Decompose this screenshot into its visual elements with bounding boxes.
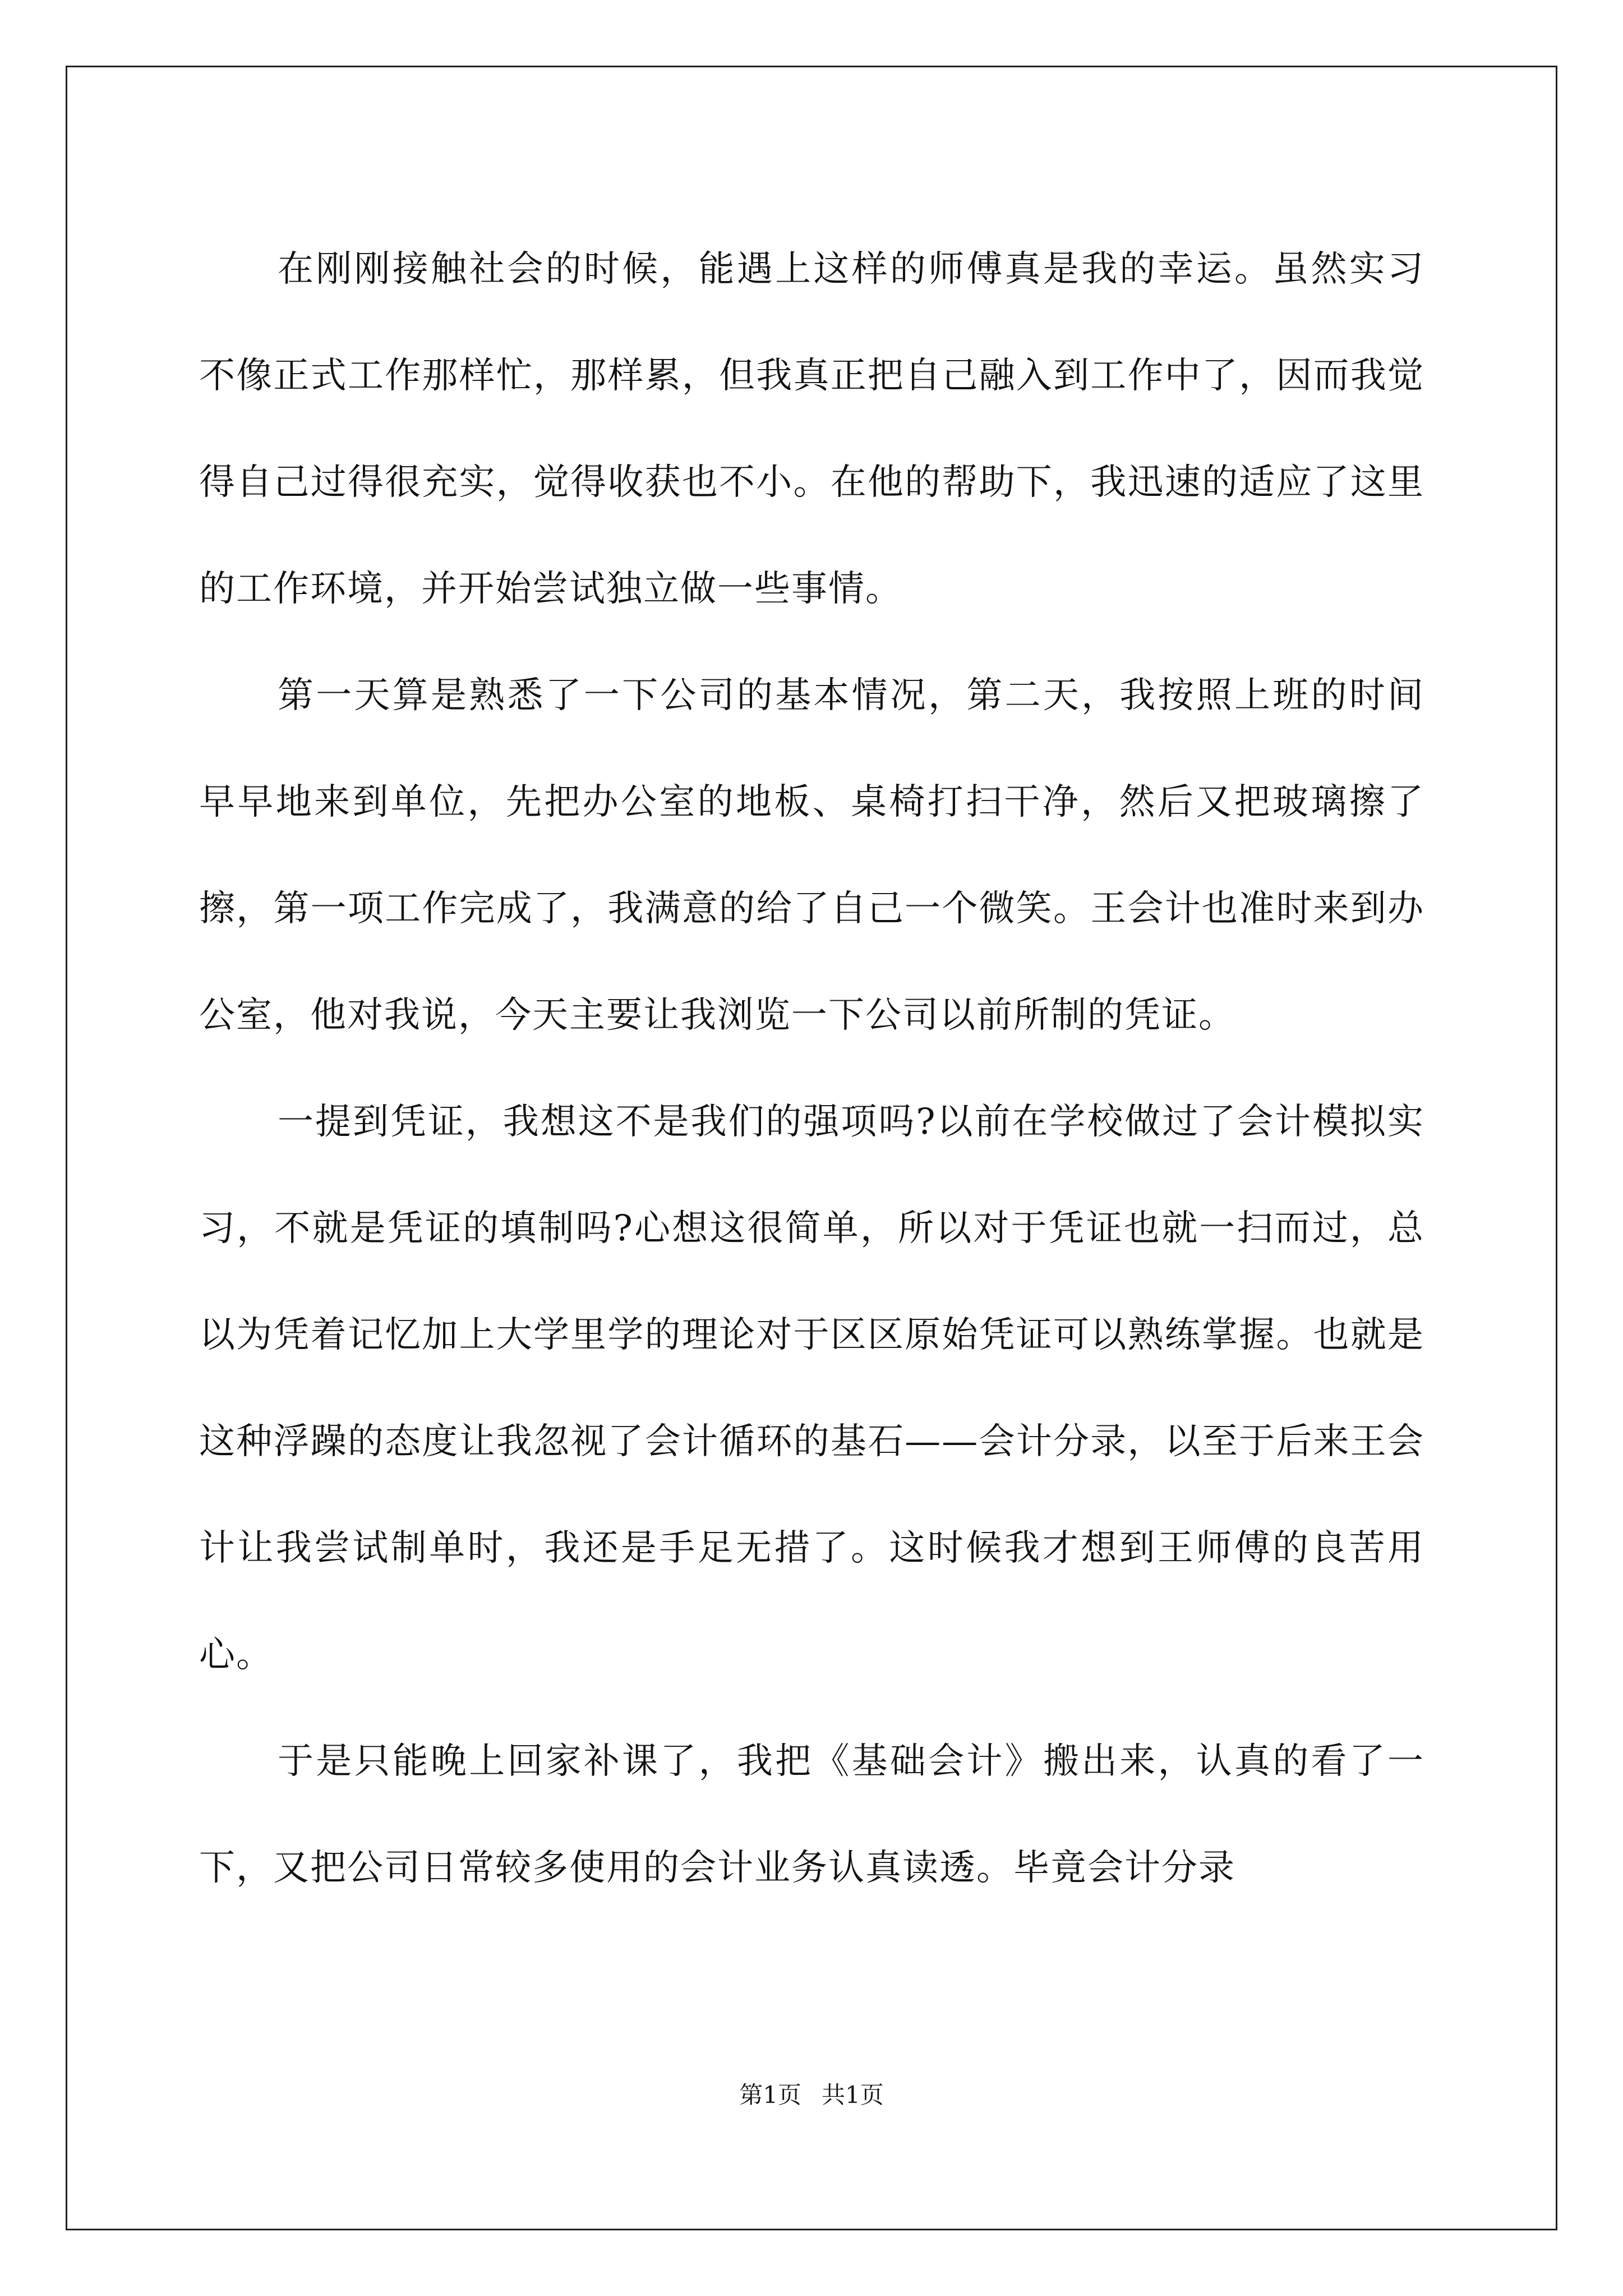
paragraph-4: 于是只能晚上回家补课了，我把《基础会计》搬出来，认真的看了一下，又把公司日常较多使用的会计业务认真读透。毕竟会计分录	[199, 1741, 1424, 1889]
page-number-total: 共1页	[822, 2081, 884, 2109]
document-body	[199, 216, 1424, 1921]
page-footer	[0, 2078, 1623, 2112]
page-number-current: 第1页	[739, 2081, 801, 2109]
paragraph-3: 一提到凭证，我想这不是我们的强项吗?以前在学校做过了会计模拟实习，不就是凭证的填制吗?心想这很简单，所以对于凭证也就一扫而过，总以为凭着记忆加上大学里学的理论对于区区原始凭证可以熟练掌握。也就是这种浮躁的态度让我忽视了会计循环的基石——会计分录，以至于后来王会计让我尝试制单时，我还是手足无措了。这时候我才想到王师傅的良苦用心。	[199, 1101, 1424, 1676]
paragraph-2: 第一天算是熟悉了一下公司的基本情况，第二天，我按照上班的时间早早地来到单位，先把办公室的地板、桌椅打扫干净，然后又把玻璃擦了擦，第一项工作完成了，我满意的给了自己一个微笑。王会计也准时来到办公室，他对我说，今天主要让我浏览一下公司以前所制的凭证。	[199, 675, 1424, 1036]
paragraph-1: 在刚刚接触社会的时候，能遇上这样的师傅真是我的幸运。虽然实习不像正式工作那样忙，那样累，但我真正把自己融入到工作中了，因而我觉得自己过得很充实，觉得收获也不小。在他的帮助下，我迅速的适应了这里的工作环境，并开始尝试独立做一些事情。	[199, 249, 1424, 610]
